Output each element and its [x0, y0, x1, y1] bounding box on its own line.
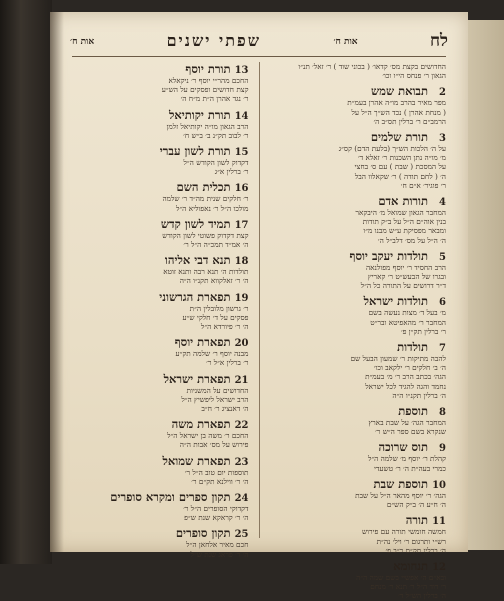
catalog-entry — [270, 249, 447, 291]
description-line: על המסכת ( שבת ) עם ס׳ בחצי — [354, 162, 446, 172]
entry-number: 17 — [234, 219, 249, 231]
entry-heading — [72, 490, 249, 504]
catalog-entry — [72, 454, 249, 486]
description-line: פסקים על ד׳ חלקי ש״ע — [182, 312, 249, 322]
entry-heading — [270, 440, 447, 454]
description-line: ה׳ ר׳ ווילנא תק״ם ר׳ — [191, 476, 249, 486]
entry-number: 13 — [234, 65, 249, 76]
entry-heading — [270, 84, 447, 98]
entry-heading — [72, 253, 249, 267]
catalog-entry — [270, 294, 447, 336]
description-line: ובגרו של הבעש״ט ר׳ קאריץ — [367, 272, 446, 282]
catalog-entry — [270, 477, 447, 509]
entry-number: 19 — [234, 292, 249, 304]
description-line: ר׳ לבוב תק״נ ב׳ ב״ש ח׳ — [183, 130, 249, 140]
entry-heading — [72, 144, 249, 158]
entry-description — [72, 431, 249, 449]
entry-heading — [270, 340, 447, 354]
entry-title: תולדות ישראל — [363, 294, 428, 309]
column-divider — [259, 62, 260, 538]
description-line: המחבר ר׳ מהאפיטא ובר״ט — [370, 317, 446, 327]
description-line: ומבאר מפסיקת ע״ש מבנו מ״ו — [363, 226, 446, 236]
description-line: החכם מהר״י יוסף ר׳ ניקאלא — [168, 76, 249, 85]
description-line: הרב החסיד ר׳ יוסף מפולנאה — [365, 262, 446, 272]
description-line: ר׳ פוגיר׳ א״ם ח׳ — [400, 180, 446, 190]
description-line: חכם מאיר אלחאן ה״ל — [186, 540, 249, 550]
entry-description — [72, 468, 249, 486]
description-line: להבה מתיקות ר׳ שמעון הבעל שם — [350, 354, 446, 364]
entry-description — [72, 76, 249, 104]
description-line: הגה׳ ר׳ יוסף מהאר ה״ל על שבת — [355, 490, 446, 500]
description-line: ר׳ ברלין תק״ן פ׳ — [400, 326, 446, 336]
entry-description — [270, 308, 447, 336]
description-line: ה׳ ה״ל על מס׳ דלב״ל ה׳ — [377, 235, 446, 245]
description-line: מ׳ מו״ה נתן השכנות ר׳ זאלא ד׳ — [357, 153, 446, 163]
description-line: הרב הגאון מו״ה יקותיאל זלמן — [166, 121, 249, 131]
entry-number: 15 — [234, 147, 249, 159]
description-line: ר׳ דוד ה״ל ר׳ תנא ר׳ מנחם — [370, 582, 446, 592]
entry-number: 6 — [439, 297, 446, 309]
description-line: כמרי בעה״ת ה׳ ר׳ טשעדי — [373, 463, 446, 473]
entry-title: תורה — [405, 513, 428, 528]
entry-title: תוספת שבת — [373, 476, 428, 491]
entry-number: 24 — [234, 493, 249, 505]
description-line: ה׳ ר׳ פראג שנת ש״ל — [190, 549, 249, 559]
left-column — [72, 62, 249, 559]
description-line: ה׳ ר׳ קראקא שנת ש״פ — [184, 513, 249, 523]
description-line: תוספות יום טוב ה״ל ר׳ — [184, 467, 249, 477]
catalog-entry — [270, 404, 447, 436]
description-line: ה׳ דאנציג ר׳ ח״ב — [201, 404, 249, 414]
page-number: לח — [429, 31, 448, 51]
book-spine — [0, 0, 52, 564]
entry-description — [270, 98, 447, 126]
entry-title: תנחומא — [393, 558, 428, 573]
entry-description — [72, 267, 249, 285]
right-column — [270, 62, 447, 601]
description-line: שנקרא בשם ספר ה״ש ר׳ — [375, 427, 446, 437]
catalog-entry — [270, 340, 447, 400]
text-columns — [72, 62, 446, 601]
description-line: ה׳ ח״ע ה׳ ב״ק הש״ם — [386, 500, 446, 510]
entry-title: תפארת הגרשוני — [159, 289, 231, 304]
entry-description — [270, 263, 447, 291]
catalog-entry — [72, 108, 249, 140]
description-line: ד״ר דרושים על התורה כל ה״ל — [360, 281, 446, 291]
entry-heading — [72, 417, 249, 431]
entry-title: תבואת שמש — [370, 84, 428, 99]
description-line: ר׳ ברלין א״ג — [214, 167, 249, 177]
gutter-shadow — [50, 12, 64, 552]
entry-description — [72, 231, 249, 249]
entry-description — [270, 491, 447, 509]
entry-description — [270, 454, 447, 472]
description-line: נחמד והגה להגיד לכל ישראל — [365, 381, 446, 391]
description-line: ר׳ גרשון מלובלין ה״ת — [189, 303, 249, 313]
description-line: ה׳ ברלין תקנ״ו ה״ה — [392, 390, 446, 400]
catalog-entry — [270, 62, 447, 80]
description-line: ה׳ ( לחם תודה ) ר׳ שקאלוו הבל — [354, 171, 446, 181]
entry-number: 12 — [432, 561, 446, 573]
entry-title: תפארת יוסף — [174, 335, 231, 350]
entry-description — [72, 158, 249, 176]
entry-heading — [270, 477, 447, 491]
catalog-entry — [270, 194, 447, 245]
entry-number: 7 — [439, 343, 446, 355]
entry-title: תולדות יעקב יוסף — [349, 248, 428, 263]
description-line: פירוש על מס׳ אבות ה״ה — [179, 440, 249, 450]
description-line: ה׳ ברלין הש״ל ד׳ — [398, 591, 446, 601]
catalog-entry — [72, 253, 249, 285]
description-line: הרב ישראל ליפשיץ ה״ל — [181, 394, 249, 404]
description-line: ר׳ נגד אהרן ה״ת מ״ח ה׳ — [180, 94, 249, 104]
entry-heading — [72, 217, 249, 231]
entry-heading — [270, 404, 447, 418]
entry-description — [72, 386, 249, 414]
entry-heading — [270, 194, 447, 208]
entry-number: 3 — [439, 133, 446, 145]
catalog-entry — [270, 559, 447, 601]
entry-description — [270, 527, 447, 555]
entry-heading — [72, 372, 249, 386]
entry-title: תוספת — [398, 404, 428, 419]
description-line: תולדות ה׳ תנא רבה ותנא זוטא — [163, 267, 249, 277]
catalog-entry — [270, 84, 447, 126]
description-line: מבנה יוסף ר׳ שלמה תק״ע — [175, 349, 249, 359]
description-line: חמשה חומשי תורה עם פירוש — [361, 527, 446, 537]
catalog-entry — [72, 490, 249, 522]
entry-title: תורת לשון עברי — [159, 144, 231, 159]
catalog-entry — [72, 335, 249, 367]
entry-heading — [270, 130, 447, 144]
description-line: מ׳ בעל ד׳ מצות נעשה בשם — [368, 308, 446, 318]
entry-number: 22 — [234, 420, 249, 432]
catalog-entry — [72, 180, 249, 212]
entry-number: 20 — [234, 338, 249, 350]
description-line: ר׳ ברלין א״ל ר׳ — [206, 358, 249, 368]
description-line: קצת דקדוק פשוטי לשון הקודש — [162, 230, 249, 240]
catalog-entry — [72, 62, 249, 104]
description-line: על ה׳ הלכות הש״ך (בלעת הדם) קס״ג — [338, 144, 446, 154]
entry-description — [270, 573, 447, 601]
description-line: ( מנחת אהרן ) נכד הש״ך ה״ל על — [351, 107, 446, 117]
catalog-entry — [72, 372, 249, 414]
description-line: ה׳ אמ״ד תמכ״ה ה״ל ר׳ — [183, 240, 249, 250]
entry-description — [72, 504, 249, 522]
entry-number: 10 — [432, 479, 446, 491]
entry-number: 14 — [234, 110, 249, 122]
entry-number: 18 — [234, 256, 249, 268]
entry-title: תורת יקותיאל — [168, 107, 231, 122]
entry-number: 9 — [439, 443, 446, 455]
description-line: ובא״ם ה׳ אפשיי בשם שמה ה״ה — [356, 572, 446, 582]
description-line: ה׳ ר׳ פיורדא ה״ל — [200, 322, 249, 332]
description-line: ה׳ ברלין תק״ם ר״ב פ׳ — [385, 545, 446, 555]
entry-description — [270, 62, 447, 80]
header-signature-left: אות ח׳ — [70, 36, 95, 47]
entry-heading — [72, 62, 249, 76]
description-line: ר׳ חלקים שנית מה״ד ר׳ שלמה — [162, 194, 249, 204]
entry-title: תקון סופרים — [175, 526, 231, 541]
catalog-entry — [270, 130, 447, 190]
header-signature-right: אות ח׳ — [333, 36, 358, 47]
description-line: ה׳ ר׳ זאלקווא תקנ״ו ה״ה — [179, 276, 249, 286]
entry-number: 8 — [439, 407, 446, 419]
description-line: החכם ר׳ משה בן ישראל ה״ל — [167, 431, 249, 441]
description-line: ה׳ ב׳ חלקים ר׳ ילקאב וכו׳ — [373, 363, 446, 373]
entry-title: תוס שרוכה — [378, 440, 428, 455]
header-rule — [72, 56, 446, 57]
entry-heading — [72, 526, 249, 540]
catalog-entry — [72, 144, 249, 176]
entry-title: תורת יוסף — [185, 62, 231, 76]
entry-number: 2 — [439, 87, 446, 99]
catalog-entry — [270, 440, 447, 472]
entry-description — [72, 194, 249, 212]
entry-title: תפארת ישראל — [163, 371, 231, 386]
catalog-entry — [72, 526, 249, 558]
entry-heading — [72, 290, 249, 304]
entry-title: תפארת משה — [171, 417, 231, 432]
entry-description — [72, 304, 249, 332]
entry-number: 23 — [234, 456, 249, 468]
entry-title: תקון ספרים ומקרא סופרים — [110, 490, 231, 505]
catalog-entry — [270, 513, 447, 555]
entry-number: 11 — [432, 516, 446, 528]
catalog-entry — [72, 417, 249, 449]
description-line: מפר מאיר בהרב מו״ה אהרן בעמ״ת — [347, 98, 446, 108]
entry-heading — [72, 108, 249, 122]
entry-description — [72, 349, 249, 367]
description-line: בנין אוה״ם ה״ל על ב״ק תודות — [362, 217, 446, 227]
entry-heading — [270, 559, 447, 573]
page-header — [70, 30, 448, 52]
entry-heading — [270, 249, 447, 263]
catalog-entry — [72, 290, 249, 332]
entry-number: 5 — [439, 251, 446, 263]
description-line: הרמב״ם ר׳ ברלין תס״ב ה׳ — [373, 116, 446, 126]
facing-page-edge — [468, 20, 504, 550]
description-line: הגאון ר׳ פנחס הי״ו וכו׳ — [382, 71, 446, 81]
book-page — [50, 12, 468, 601]
entry-description — [270, 418, 447, 436]
catalog-entry — [72, 217, 249, 249]
description-line: החדושים בקצת מס׳ קדאו׳ ( בכוני שוד ) ר׳ זאל׳ תנ״ו — [298, 62, 446, 71]
description-line: המחבר הגאון שמואל מ׳ היבקאר — [355, 208, 446, 218]
entry-number: 16 — [234, 183, 249, 195]
description-line: מולכו ה״ל ר׳ נאפוליא ה״ל — [176, 203, 249, 213]
entry-description — [72, 122, 249, 140]
description-line: רש״י ותרגום ר׳ ויל׳ נה״ת — [376, 536, 446, 546]
running-title: שפתי ישנים — [166, 31, 262, 50]
entry-heading — [72, 335, 249, 349]
entry-number: 21 — [234, 374, 249, 386]
description-line: דקדוקי הסופרים ה״ל ר׳ — [183, 504, 249, 514]
entry-heading — [270, 294, 447, 308]
entry-title: תורת שלמים — [370, 130, 428, 145]
description-line: החדושים על המשניות — [186, 385, 249, 395]
entry-description — [270, 354, 447, 400]
description-line: הגה׳ בכתב הרב ר׳ מ׳ בעמ״ת — [365, 372, 446, 382]
entry-title: תמיד לשון קדש — [160, 216, 231, 231]
entry-number: 4 — [439, 197, 446, 209]
entry-number: 25 — [234, 529, 249, 541]
entry-heading — [72, 454, 249, 468]
entry-title: תנא דבי אליהו — [164, 253, 231, 268]
entry-heading — [72, 180, 249, 194]
entry-title: תכלית השם — [176, 180, 231, 195]
entry-description — [270, 208, 447, 245]
entry-title: תולדות — [397, 340, 428, 355]
description-line: המחבר הגה׳ על שבת בארץ — [368, 418, 446, 428]
description-line: קהלת ר׳ יוסף מ׳ שלמה ה״ל — [367, 454, 446, 464]
entry-title: תפארת שמואל — [162, 453, 231, 468]
entry-description — [72, 540, 249, 558]
description-line: דקדוק לשון הקודש ה״ל — [183, 158, 249, 168]
entry-heading — [270, 513, 447, 527]
description-line: קצת חדושים ופסקים על הש״ע — [161, 85, 249, 95]
entry-description — [270, 144, 447, 190]
entry-title: תורות אדם — [378, 194, 428, 209]
